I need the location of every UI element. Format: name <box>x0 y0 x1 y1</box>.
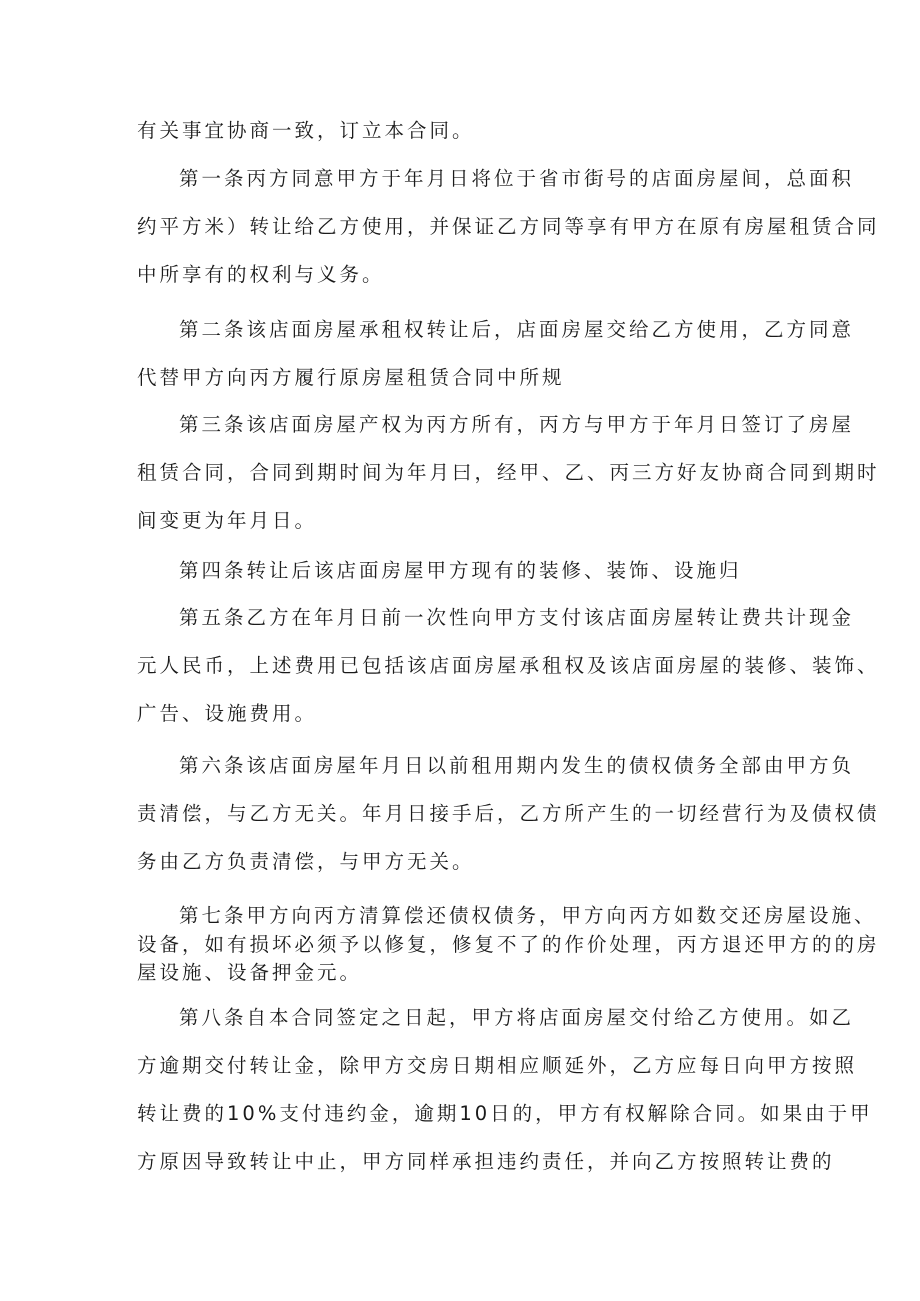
clause-4-line: 第四条转让后该店面房屋甲方现有的装修、装饰、设施归 <box>179 559 742 582</box>
clause-8-line: 第八条自本合同签定之日起，甲方将店面房屋交付给乙方使用。如乙 <box>179 1006 855 1029</box>
clause-8-line: 转让费的10%支付违约金，逾期10日的，甲方有权解除合同。如果由于甲 <box>137 1102 873 1125</box>
clause-3-line: 第三条该店面房屋产权为丙方所有，丙方与甲方于年月日签订了房屋 <box>179 413 855 436</box>
clause-6-line: 责清偿，与乙方无关。年月日接手后，乙方所产生的一切经营行为及债权债 <box>137 802 880 825</box>
clause-8-line: 方逾期交付转让金，除甲方交房日期相应顺延外，乙方应每日向甲方按照 <box>137 1054 858 1077</box>
clause-8-line: 方原因导致转让中止，甲方同样承担违约责任，并向乙方按照转让费的 <box>137 1150 835 1173</box>
clause-5-line: 元人民币，上述费用已包括该店面房屋承租权及该店面房屋的装修、装饰、 <box>137 654 880 677</box>
clause-5-line: 第五条乙方在年月日前一次性向甲方支付该店面房屋转让费共计现金 <box>179 606 855 629</box>
clause-1-line: 约平方米）转让给乙方使用，并保证乙方同等享有甲方在原有房屋租赁合同 <box>137 215 880 238</box>
clause-2-line: 第二条该店面房屋承租权转让后，店面房屋交给乙方使用，乙方同意 <box>179 318 855 341</box>
clause-3-line: 租赁合同，合同到期时间为年月曰，经甲、乙、丙三方好友协商合同到期时 <box>137 461 880 484</box>
clause-3-line: 间变更为年月日。 <box>137 509 318 532</box>
clause-7-line: 设备，如有损坏必须予以修复，修复不了的作价处理，丙方退还甲方的的房 <box>137 933 880 956</box>
clause-7-line: 屋设施、设备押金元。 <box>137 961 363 984</box>
clause-5-line: 广告、设施费用。 <box>137 702 318 725</box>
clause-6-line: 务由乙方负责清偿，与甲方无关。 <box>137 850 475 873</box>
text-line: 有关事宜协商一致，订立本合同。 <box>137 119 475 142</box>
clause-6-line: 第六条该店面房屋年月日以前租用期内发生的债权债务全部由甲方负 <box>179 754 855 777</box>
clause-2-line: 代替甲方向丙方履行原房屋租赁合同中所规 <box>137 366 565 389</box>
clause-7-line: 第七条甲方向丙方清算偿还债权债务，甲方向丙方如数交还房屋设施、 <box>179 904 877 927</box>
clause-1-line: 第一条丙方同意甲方于年月日将位于省市街号的店面房屋间，总面积 <box>179 167 855 190</box>
clause-1-line: 中所享有的权利与义务。 <box>137 263 385 286</box>
